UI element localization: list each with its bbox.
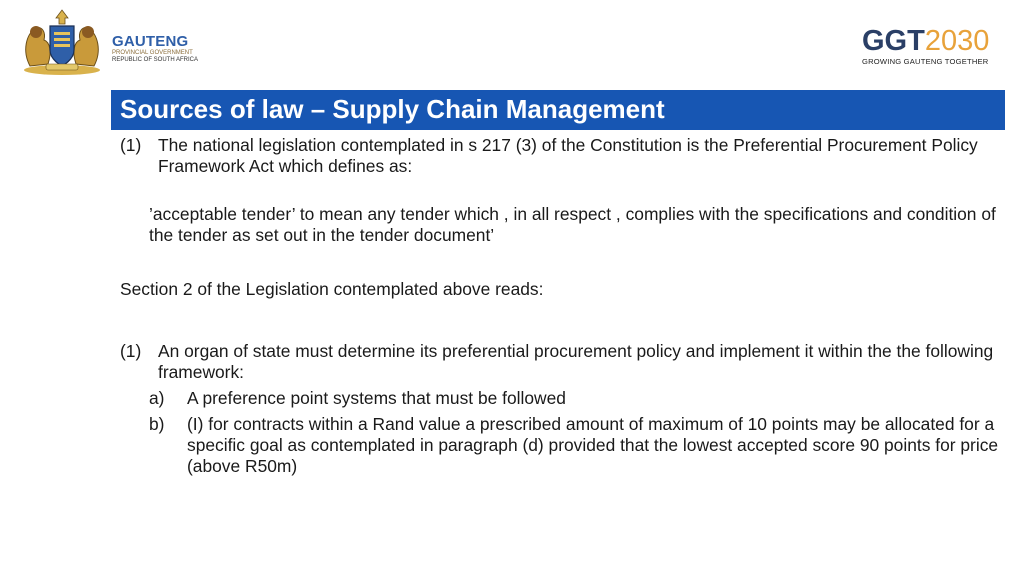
sub-list-item [120,388,1010,409]
slide-body [120,135,1010,477]
slide-title: Sources of law – Supply Chain Management [120,94,665,124]
section-heading: Section 2 of the Legislation contemplated above reads: [120,279,544,299]
ggt-text: GGT [862,25,925,57]
sub-list-text: (I) for contracts within a Rand value a prescribed amount of maximum of 10 points may be allocated for a specific goal as contemplated in paragraph (d) provided that the lowest accepted score 90 points for price (above R50m) [187,414,999,476]
coat-of-arms-icon [16,6,108,76]
gauteng-subtitle-line1: PROVINCIAL GOVERNMENT [112,50,193,56]
list-item [120,135,1010,177]
gauteng-name: GAUTENG [112,33,189,50]
list-item-text: The national legislation contemplated in s 217 (3) of the Constitution is the Preferential Procurement Policy Framework Act which defines as: [158,135,978,176]
list-item-text: An organ of state must determine its preferential procurement policy and implement it within the the following framework: [158,341,994,382]
gauteng-logo [16,6,216,76]
ggt2030-logo [862,26,1002,70]
list-item [120,341,1010,383]
title-bar [111,90,1005,130]
list-number: (1) [120,135,142,155]
definition-quote: ’acceptable tender’ to mean any tender which , in all respect , complies with the specifications and condition of the tender as set out in the tender document’ [149,204,996,245]
list-number: (1) [120,341,142,361]
ggt-tagline: GROWING GAUTENG TOGETHER [862,57,989,66]
gauteng-subtitle-line2: REPUBLIC OF SOUTH AFRICA [112,57,199,63]
sub-list-letter: b) [149,414,165,434]
ggt2030-wordmark [862,26,1002,56]
sub-list-letter: a) [149,388,165,408]
sub-list-text: A preference point systems that must be followed [187,388,566,408]
ggt-year: 2030 [924,25,990,57]
sub-list-item [120,414,1010,477]
